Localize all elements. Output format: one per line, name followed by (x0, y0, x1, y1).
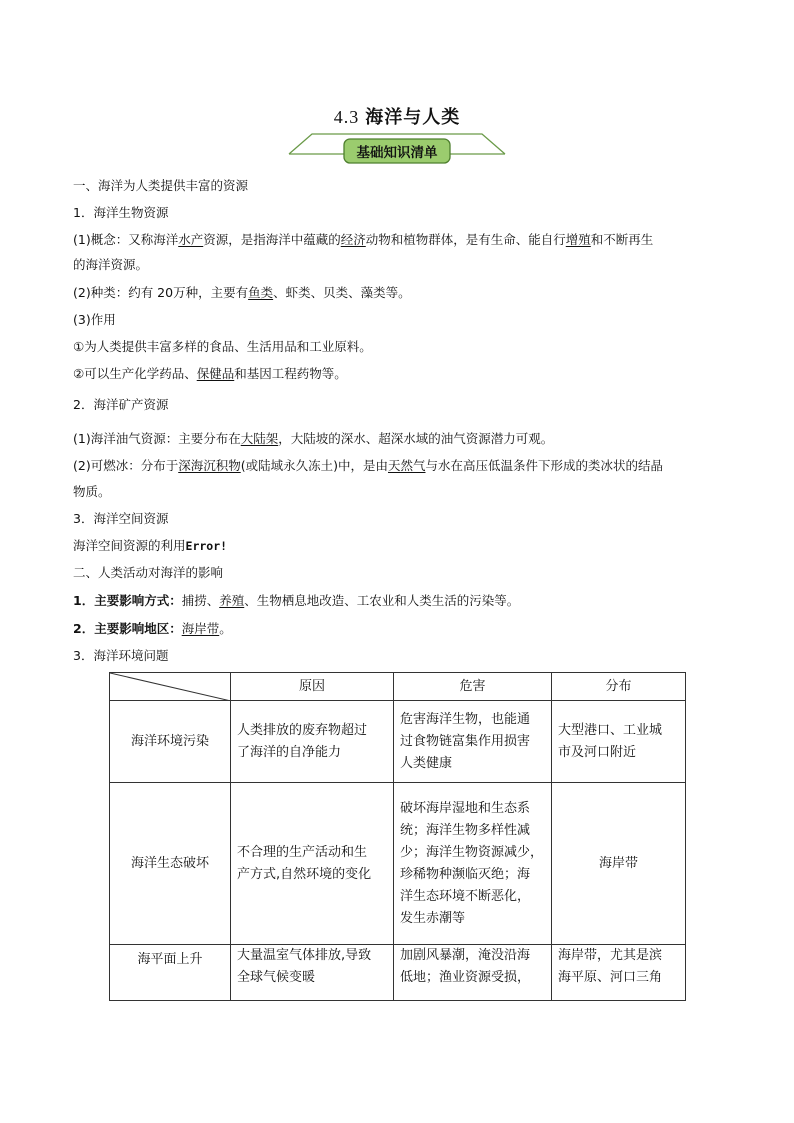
title-text: 海洋与人类 (365, 107, 461, 128)
paragraph-bio-concept-cont: 的海洋资源。 (73, 257, 149, 272)
cell-line: 洋生态环境不断恶化， (400, 888, 531, 904)
cell-line: 发生赤潮等 (400, 910, 466, 926)
text-run: 海洋空间资源的利用 (73, 538, 186, 553)
error-field-text: Error! (185, 539, 228, 553)
distribution-cell (552, 945, 686, 1001)
heading-resources: 一、海洋为人类提供丰富的资源 (73, 178, 249, 193)
text-run: 、生物栖息地改造、工农业和人类生活的污染等。 (244, 593, 520, 608)
table-header-row (110, 673, 686, 701)
bold-label: 2．主要影响地区： (73, 621, 182, 636)
text-run: 、虾类、贝类、藻类等。 (273, 285, 411, 300)
cell-line: 市及河口附近 (558, 744, 637, 760)
cell-line: 过食物链富集作用损害 (400, 733, 531, 749)
cause-cell (231, 945, 394, 1001)
header-cause: 原因 (231, 673, 394, 701)
table-row (110, 783, 686, 945)
cell-line: 了海洋的自净能力 (237, 744, 342, 760)
cause-cell (231, 701, 394, 783)
problem-name: 海洋环境污染 (110, 701, 231, 783)
subheading-env-problems: 3．海洋环境问题 (73, 648, 169, 663)
cell-line: 大量温室气体排放,导致 (237, 948, 372, 963)
diagonal-header-cell (110, 673, 231, 701)
text-run: 与水在高压低温条件下形成的类冰状的结晶 (425, 458, 664, 473)
underlined-term: 经济 (340, 232, 366, 247)
paragraph-combustible-ice-cont: 物质。 (73, 484, 111, 499)
cell-line: 海平原、河口三角 (558, 970, 663, 985)
cell-line: 人类排放的废弃物超过 (237, 722, 368, 738)
paragraph-space-use (73, 537, 227, 555)
diagonal-line (110, 673, 231, 701)
underlined-term: 天然气 (388, 458, 426, 473)
text-run: 资源，是指海洋中蕴藏的 (203, 232, 341, 247)
text-run: 。 (219, 621, 232, 636)
text-run: ，大陆坡的深水、超深水域的油气资源潜力可观。 (278, 431, 554, 446)
distribution-cell (552, 701, 686, 783)
banner-label: 基础知识清单 (356, 145, 438, 161)
cell-line: 海岸带 (598, 855, 638, 871)
text-run: (1)概念：又称海洋 (73, 232, 179, 247)
cell-line: 不合理的生产活动和生 (237, 844, 368, 860)
text-run: 和不断再生 (590, 232, 654, 247)
text-run: (1)海洋油气资源：主要分布在 (73, 431, 241, 446)
bold-label: 1．主要影响方式： (73, 593, 182, 608)
paragraph-impact-areas (73, 620, 232, 638)
underlined-term: 水产 (178, 232, 204, 247)
env-problems-table (109, 672, 686, 1001)
text-run: 动物和植物群体，是有生命、能自行 (365, 232, 566, 247)
cell-line: 统；海洋生物多样性减 (400, 822, 531, 838)
page-title (0, 103, 794, 129)
subheading-space: 3．海洋空间资源 (73, 511, 169, 526)
cell-line: 大型港口、工业城 (558, 722, 663, 738)
cell-line: 全球气候变暖 (237, 970, 316, 985)
cell-line: 人类健康 (400, 755, 453, 771)
cell-line: 危害海洋生物，也能通 (400, 711, 531, 727)
text-run: (2)种类：约有 20万种，主要有 (73, 285, 249, 300)
header-distribution: 分布 (552, 673, 686, 701)
distribution-cell (552, 783, 686, 945)
text-run: ②可以生产化学药品、 (73, 366, 197, 381)
text-run: (2)可燃冰：分布于 (73, 458, 179, 473)
paragraph-combustible-ice (73, 457, 663, 475)
paragraph-bio-role: (3)作用 (73, 312, 116, 327)
cause-cell (231, 783, 394, 945)
harm-cell (394, 783, 552, 945)
cell-line: 产方式,自然环境的变化 (237, 866, 372, 882)
underlined-term: 海岸带 (181, 621, 220, 636)
subheading-mineral: 2．海洋矿产资源 (73, 397, 169, 412)
problem-name: 海平面上升 (110, 945, 231, 1001)
cell-line: 珍稀物种濒临灭绝；海 (400, 866, 531, 882)
text-run: 和基因工程药物等。 (234, 366, 347, 381)
heading-human-impact: 二、人类活动对海洋的影响 (73, 565, 224, 580)
underlined-term: 鱼类 (248, 285, 274, 300)
underlined-term: 保健品 (196, 366, 235, 381)
subheading-bio: 1．海洋生物资源 (73, 205, 169, 220)
title-number: 4.3 (333, 107, 360, 127)
underlined-term: 深海沉积物 (178, 458, 241, 473)
cell-line: 破坏海岸湿地和生态系 (400, 800, 531, 816)
underlined-term: 大陆架 (240, 431, 279, 446)
paragraph-bio-role-2 (73, 365, 347, 383)
cell-line: 海岸带，尤其是滨 (558, 948, 663, 963)
paragraph-bio-role-1: ①为人类提供丰富多样的食品、生活用品和工业原料。 (73, 339, 372, 354)
underlined-term: 增殖 (565, 232, 591, 247)
paragraph-bio-types (73, 284, 411, 302)
table-row (110, 945, 686, 1001)
text-run: (或陆域永久冻土)中，是由 (240, 458, 388, 473)
cell-line: 低地；渔业资源受损， (400, 970, 531, 985)
paragraph-bio-concept (73, 231, 653, 249)
problem-name: 海洋生态破坏 (110, 783, 231, 945)
cell-line: 少；海洋生物资源减少， (400, 844, 544, 860)
text-run: 捕捞、 (181, 593, 220, 608)
cell-line: 加剧风暴潮，淹没沿海 (400, 948, 531, 963)
table-row (110, 701, 686, 783)
harm-cell (394, 701, 552, 783)
paragraph-impact-ways (73, 592, 519, 610)
harm-cell (394, 945, 552, 1001)
header-harm: 危害 (394, 673, 552, 701)
paragraph-oil-gas (73, 430, 553, 448)
underlined-term: 养殖 (219, 593, 245, 608)
section-banner (288, 132, 506, 166)
